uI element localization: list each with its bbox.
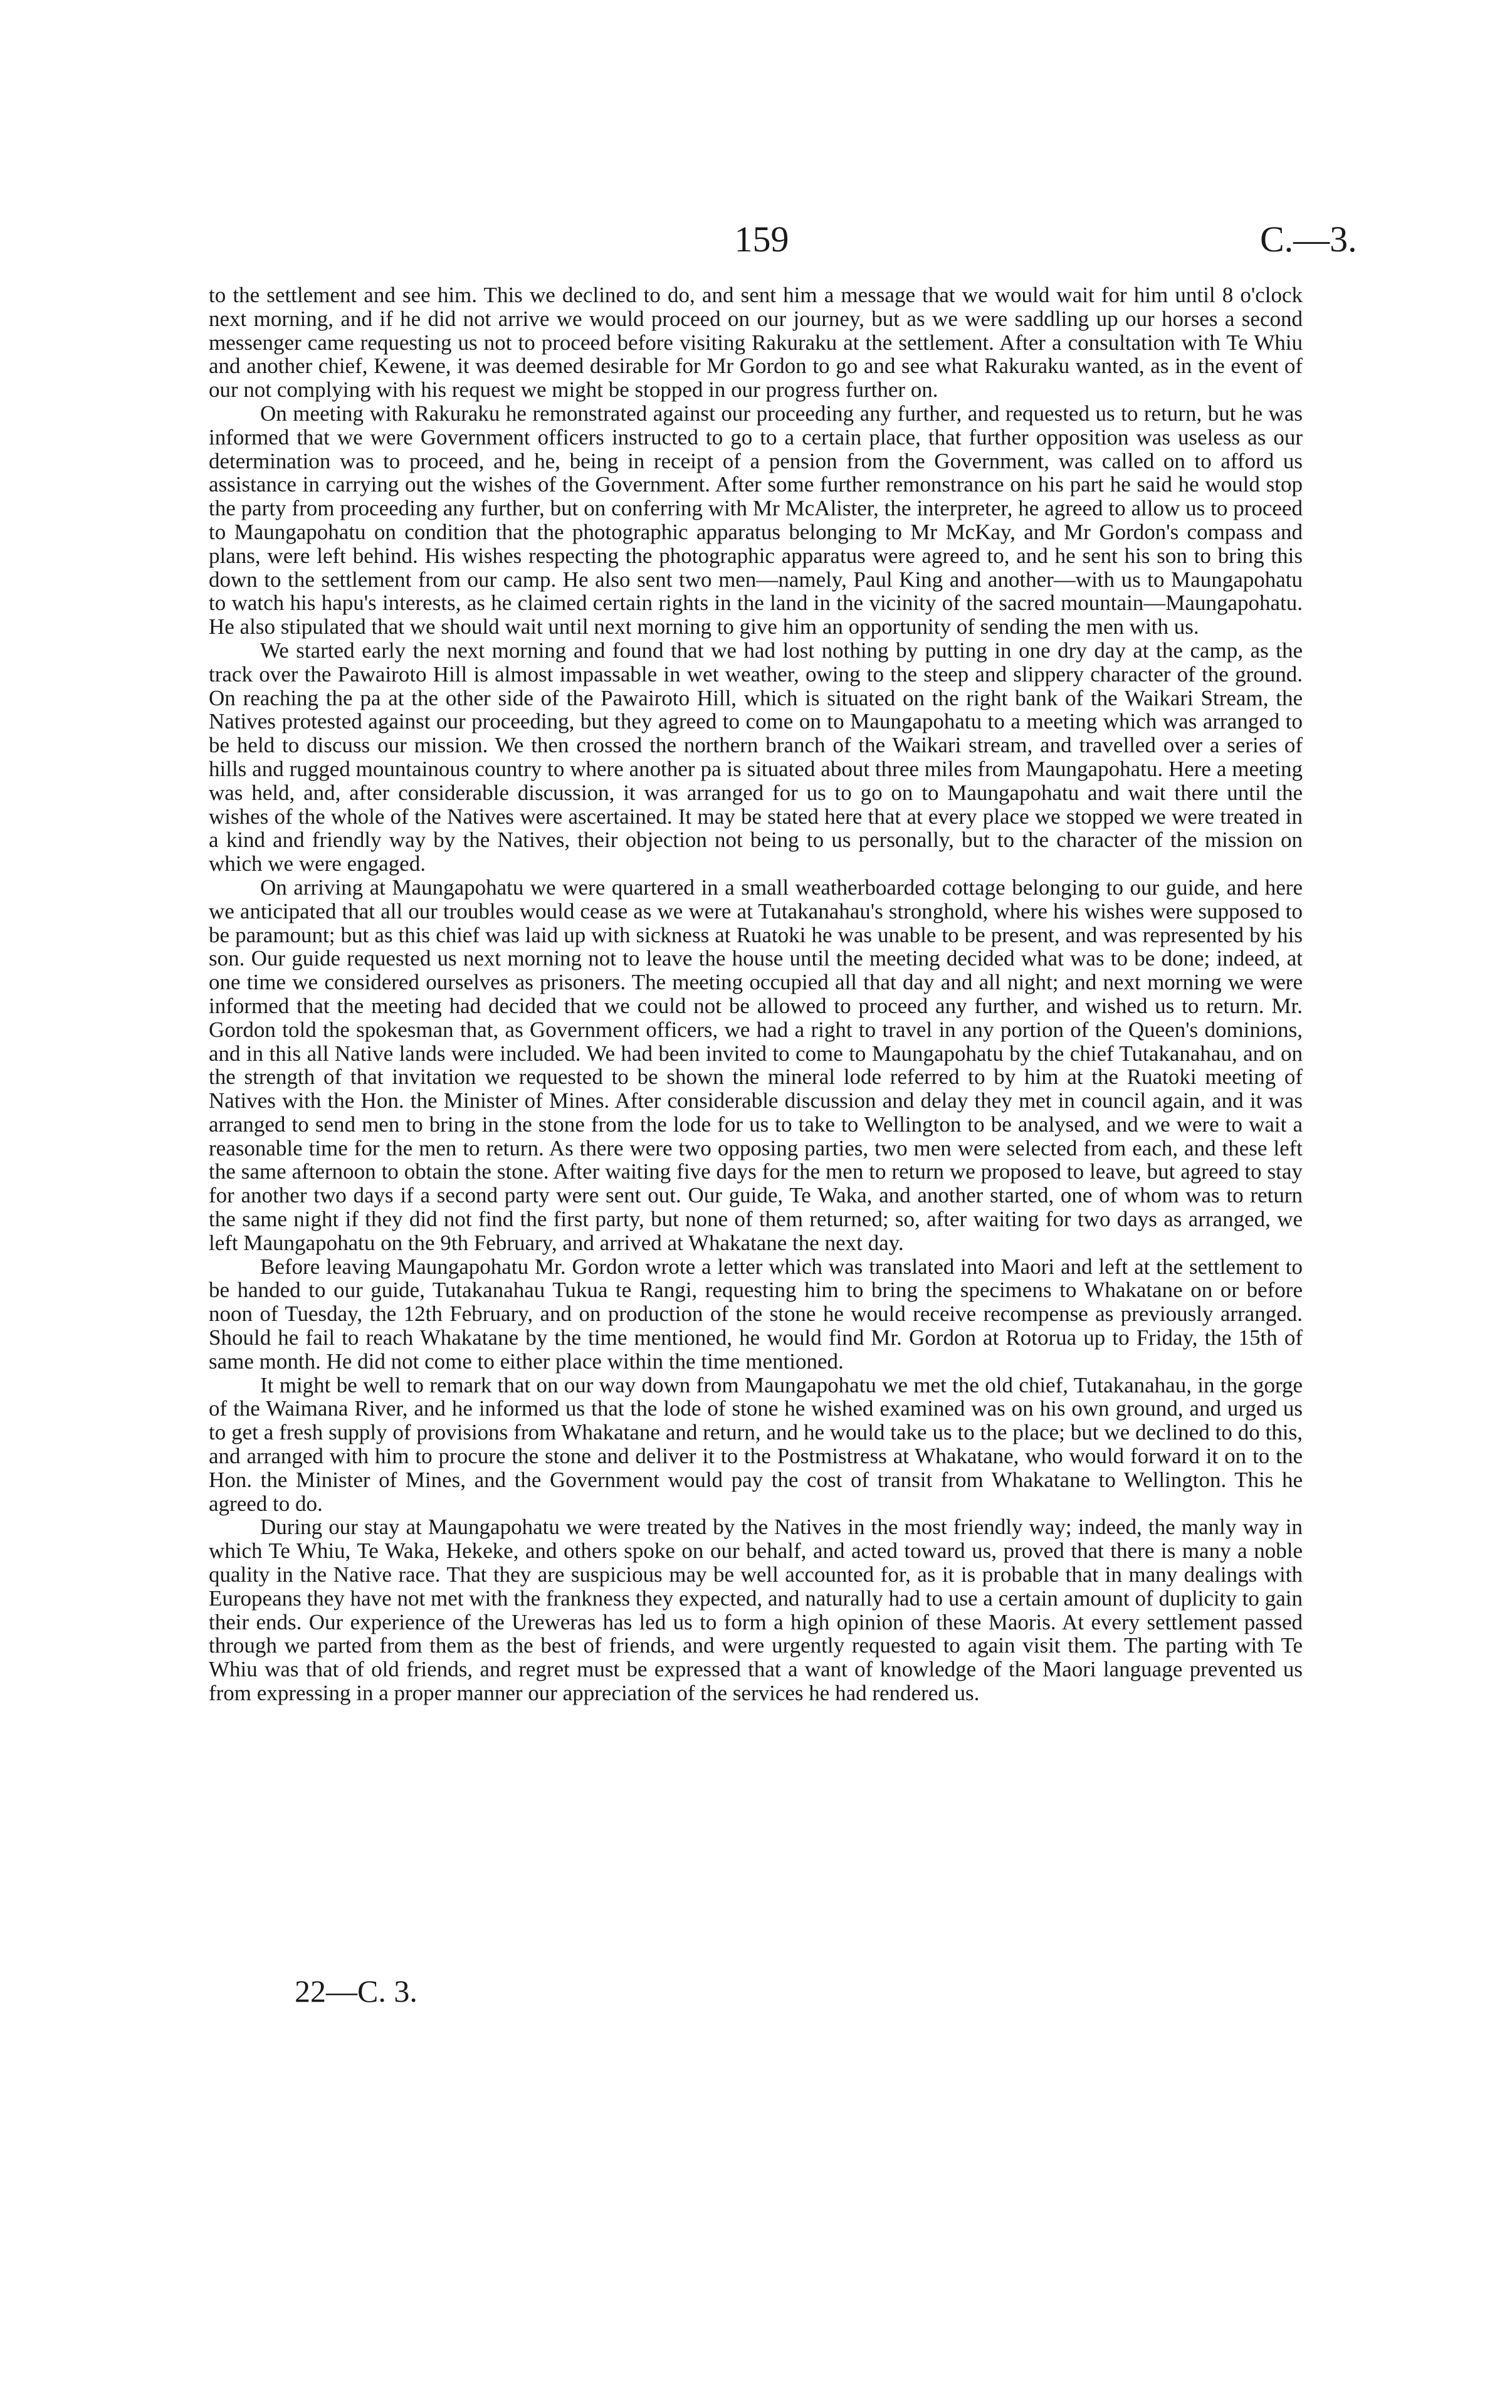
paragraph: Before leaving Maungapohatu Mr. Gordon wrote a letter which was translated into Maori and left at the settlement to be handed to our guide, Tutakanahau Tukua te Rangi, requesting him to bring the specimens to Whakatane on or before noon of Tuesday, the 12th February, and on production of the stone he would receive recompense as previously arranged. Should he fail to reach Whakatane by the time mentioned, he would find Mr. Gordon at Rotorua up to Friday, the 15th of same month. He did not come to either place within the time mentioned. <box>209 1254 1303 1374</box>
paragraph: to the settlement and see him. This we declined to do, and sent him a message that we would wait for him until 8 o'clock next morning, and if he did not arrive we would proceed on our journey, but as we were saddling up our horses a second messenger came requesting us not to proceed before visiting Rakuraku at the settlement. After a consultation with Te Whiu and another chief, Kewene, it was deemed desirable for Mr Gordon to go and see what Rakuraku wanted, as in the event of our not complying with his request we might be stopped in our progress further on. <box>209 283 1303 402</box>
paragraph: It might be well to remark that on our way down from Maungapohatu we met the old chief, Tutakanahau, in the gorge of the Waimana River, and he informed us that the lode of stone he wished examined was on his own ground, and urged us to get a fresh supply of provisions from Whakatane and return, and he would take us to the place; but we declined to do this, and arranged with him to procure the stone and deliver it to the Postmistress at Whakatane, who would forward it on to the Hon. the Minister of Mines, and the Government would pay the cost of transit from Whakatane to Wellington. This he agreed to do. <box>209 1372 1303 1516</box>
paragraph: On meeting with Rakuraku he remonstrated against our proceeding any further, and requested us to return, but he was informed that we were Government officers instructed to go to a certain place, that further opposition was useless as our determination was to proceed, and he, being in receipt of a pension from the Government, was called on to afford us assistance in carrying out the wishes of the Government. After some further remonstrance on his part he said he would stop the party from proceeding any further, but on conferring with Mr McAlister, the interpreter, he agreed to allow us to proceed to Maungapohatu on condition that the photographic apparatus belonging to Mr McKay, and Mr Gordon's compass and plans, were left behind. His wishes respecting the photographic apparatus were agreed to, and he sent his son to bring this down to the settlement from our camp. He also sent two men—namely, Paul King and another—with us to Maungapohatu to watch his hapu's interests, as he claimed certain rights in the land in the vicinity of the sacred mountain—Maungapohatu. He also stipulated that we should wait until next morning to give him an opportunity of sending the men with us. <box>209 401 1303 639</box>
paragraph: During our stay at Maungapohatu we were treated by the Natives in the most friendly way; indeed, the manly way in which Te Whiu, Te Waka, Hekeke, and others spoke on our behalf, and acted toward us, proved that there is many a noble quality in the Native race. That they are suspicious may be well accounted for, as it is probable that in many dealings with Europeans they have not met with the frankness they expected, and naturally had to use a certain amount of duplicity to gain their ends. Our experience of the Ureweras has led us to form a high opinion of these Maoris. At every settlement passed through we parted from them as the best of friends, and were urgently requested to again visit them. The parting with Te Whiu was that of old friends, and regret must be expressed that a want of knowledge of the Maori language prevented us from expressing in a proper manner our appreciation of the services he had rendered us. <box>209 1515 1303 1706</box>
footer-reference: 22—C. 3. <box>295 1974 417 2009</box>
body-text <box>209 283 1303 1705</box>
document-reference: C.—3. <box>1260 219 1357 260</box>
paragraph: On arriving at Maungapohatu we were quartered in a small weatherboarded cottage belonging to our guide, and here we anticipated that all our troubles would cease as we were at Tutakanahau's stronghold, where his wishes were supposed to be paramount; but as this chief was laid up with sickness at Ruatoki he was unable to be present, and was represented by his son. Our guide requested us next morning not to leave the house until the meeting decided what was to be done; indeed, at one time we considered ourselves as prisoners. The meeting occupied all that day and all night; and next morning we were informed that the meeting had decided that we could not be allowed to proceed any further, and wished us to return. Mr. Gordon told the spokesman that, as Government officers, we had a right to travel in any portion of the Queen's dominions, and in this all Native lands were included. We had been invited to come to Maungapohatu by the chief Tutakanahau, and on the strength of that invitation we requested to be shown the mineral lode referred to by him at the Ruatoki meeting of Natives with the Hon. the Minister of Mines. After considerable discussion and delay they met in council again, and it was arranged to send men to bring in the stone from the lode for us to take to Wellington to be analysed, and we were to wait a reasonable time for the men to return. As there were two opposing parties, two men were selected from each, and these left the same afternoon to obtain the stone. After waiting five days for the men to return we proposed to leave, but agreed to stay for another two days if a second party were sent out. Our guide, Te Waka, and another started, one of whom was to return the same night if they did not find the first party, but none of them returned; so, after waiting for two days as arranged, we left Maungapohatu on the 9th February, and arrived at Whakatane the next day. <box>209 875 1303 1255</box>
paragraph: We started early the next morning and found that we had lost nothing by putting in one dry day at the camp, as the track over the Pawairoto Hill is almost impassable in wet weather, owing to the steep and slippery character of the ground. On reaching the pa at the other side of the Pawairoto Hill, which is situated on the right bank of the Waikari Stream, the Natives protested against our proceeding, but they agreed to come on to Maungapohatu to a meeting which was arranged to be held to discuss our mission. We then crossed the northern branch of the Waikari stream, and travelled over a series of hills and rugged mountainous country to where another pa is situated about three miles from Maungapohatu. Here a meeting was held, and, after considerable discussion, it was arranged for us to go on to Maungapohatu and wait there until the wishes of the whole of the Natives were ascertained. It may be stated here that at every place we stopped we were treated in a kind and friendly way by the Natives, their objection not being to us personally, but to the character of the mission on which we were engaged. <box>209 638 1303 876</box>
page-number: 159 <box>734 219 789 260</box>
